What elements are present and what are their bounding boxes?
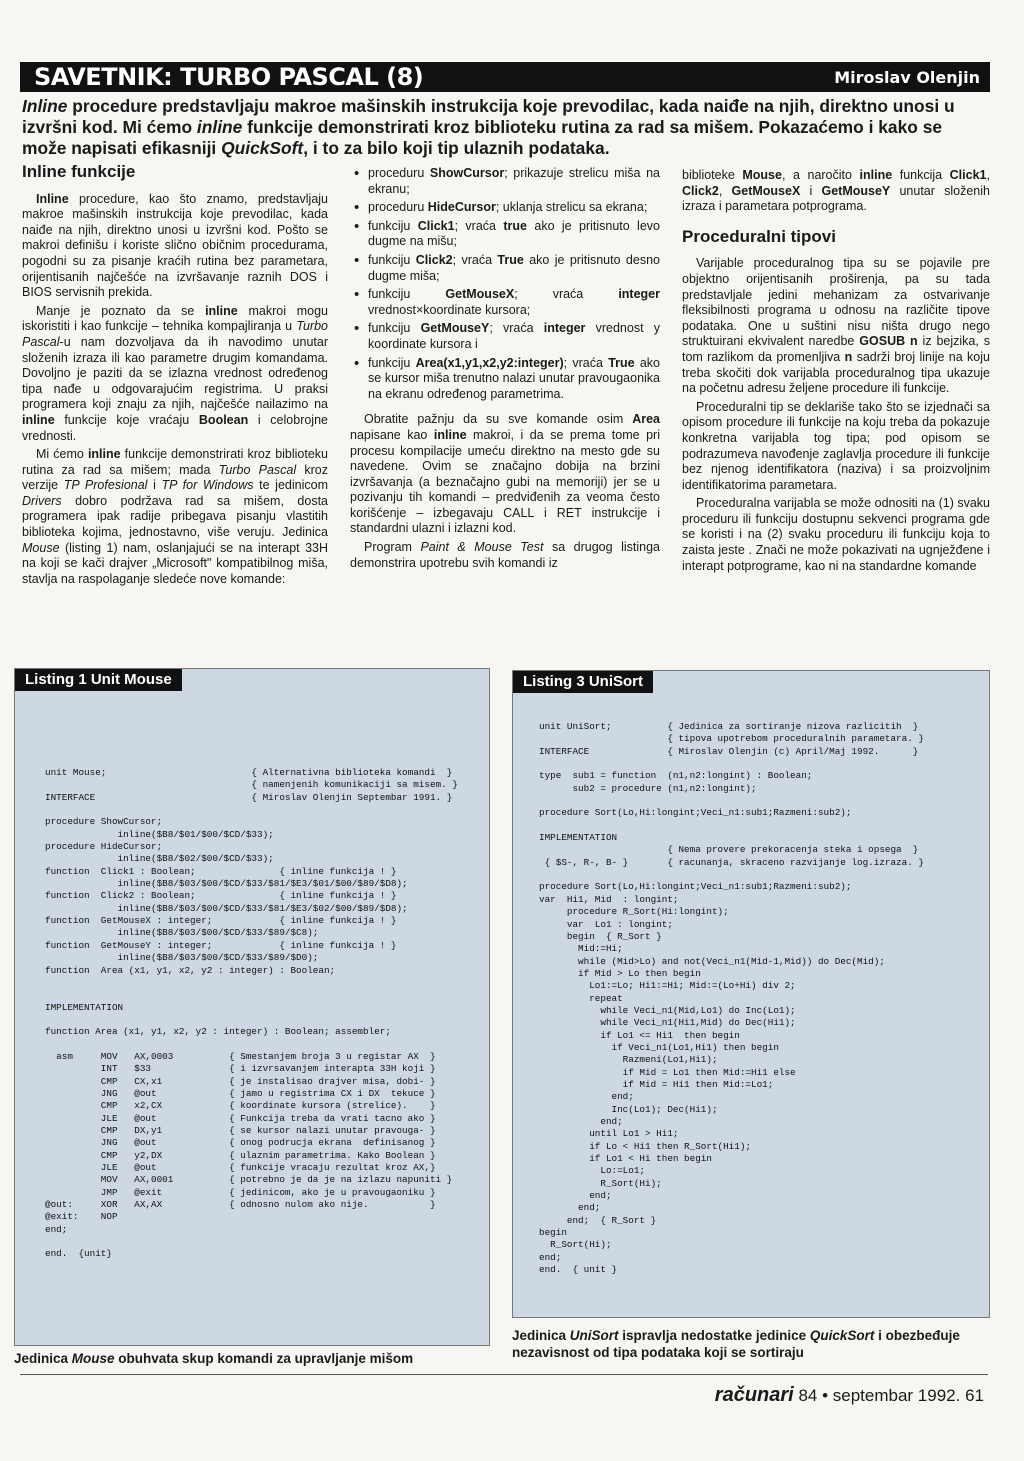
lead-text: funkcije demonstrirati kroz biblioteku rutina za rad sa mišem. Pokazaćemo i kako se može napisati efikasniji [22, 117, 943, 158]
text: , a naročito [781, 168, 860, 182]
bold-term: Boolean [198, 412, 249, 427]
italic-term: UniSort [569, 1328, 619, 1343]
bold-term: n [844, 349, 853, 364]
list-item [350, 253, 660, 284]
bold-term: inline [859, 168, 893, 182]
bold-term: HideCursor [427, 200, 496, 215]
article-lead [22, 96, 990, 159]
text: ako je pritisnuto levo dugme na mišu; [368, 218, 660, 249]
text: funkcije koje vraćaju [54, 412, 199, 427]
text: ; vraća [452, 252, 498, 267]
issue-number: 84 [793, 1386, 823, 1405]
lead-emphasis: inline [196, 117, 243, 137]
text: i celobrojne vrednosti. [22, 412, 328, 443]
text: makroi, i da se prema tome pri procesu kompilacije umeću direktno na mesto gde su navedene. Ovim se značajno dobija na brzini izvršavanja (a beznačajno gubi na memoriji) jer se u pozivanju tih komandi – predviđenih za veoma često korišćenje – izbegavaju CALL i RET instrukcije i standardni ulazni i izlazni kod. [350, 427, 660, 536]
listing-3-code: unit UniSort; { Jedinica za sortiranje nizova razlicitih } { tipova upotrebom proceduralnih parametara. } INTERFACE { Miroslav Olenjin (c) April/Maj 1992. } type sub1 = function (n1,n2:longint) : Boolean; sub2 = procedure (n1,n2:longint); procedure Sort(Lo,Hi:longint;Veci_n1:sub1;Razmeni:sub2); IMPLEMENTATION { Nema provere prekoracenja steka i opsega } { $S-, R-, B- } { racunanja, skraceno razvijanje log.izraza. } procedure Sort(Lo,Hi:longint;Veci_n1:sub1;Razmeni:sub2); var Hi1, Mid : longint; procedure R_Sort(Hi:longint); var Lo1 : longint; begin { R_Sort } Mid:=Hi; while (Mid>Lo) and not(Veci_n1(Mid-1,Mid)) do Dec(Mid); if Mid > Lo then begin Lo1:=Lo; Hi1:=Hi; Mid:=(Lo+Hi) div 2; repeat while Veci_n1(Mid,Lo1) do Inc(Lo1); while Veci_n1(Hi1,Mid) do Dec(Hi1); if Lo1 <= Hi1 then begin if Veci_n1(Lo1,Hi1) then begin Razmeni(Lo1,Hi1); if Mid = Lo1 then Mid:=Hi1 else if Mid = Hi1 then Mid:=Lo1; end; Inc(Lo1); Dec(Hi1); end; until Lo1 > Hi1; if Lo < Hi1 then R_Sort(Hi1); if Lo1 < Hi then begin Lo:=Lo1; R_Sort(Hi); end; end; end; { R_Sort } begin R_Sort(Hi); end; end. { unit } [539, 721, 924, 1276]
text: ; uklanja strelicu sa ekrana; [495, 200, 648, 215]
text: funkciju [368, 287, 446, 302]
listing-1-caption [14, 1350, 494, 1367]
italic-term: Turbo Pascal [22, 319, 328, 349]
list-item [350, 356, 660, 403]
text: dobro podržava rad sa mišem, dosta programera ipak radije pribegava pisanju vlastitih biblioteka kojima, jednostavno, više veruju. Jedinica [22, 493, 328, 540]
text: procedure, kao što znamo, predstavljaju makroe mašinskih instrukcija koje prevodilac, kada naiđe na njih, direktno unosi u izvršni kod. Pošto se makroi definišu i koriste slično običnim procedurama, pogodni su za pisanje kraćih rutina bez parametara, orijentisanih najčešće na izvršavanje raznih DOS i BIOS servisnih prekida. [22, 191, 328, 300]
bold-term: inline [205, 303, 238, 318]
text: , [718, 183, 732, 198]
bold-term: true [503, 218, 527, 233]
text: i [147, 478, 162, 493]
text: vrednost y koordinate kursora i [368, 321, 660, 351]
text: ; vraća [514, 287, 619, 302]
text: i obezbeđuje nezavisnost od tipa podataka koji se sortiraju [512, 1328, 960, 1360]
bold-term: Click1 [417, 218, 455, 233]
bold-term: Area(x1,y1,x2,y2:integer) [415, 355, 564, 370]
lead-text: , i to za bilo koji tip ulaznih podataka. [303, 138, 610, 158]
paragraph: Proceduralna varijabla se može odnositi na (1) svaku proceduru ili funkciju dostupnu sekvenci programa gde se koristi i na (2) svaku proceduru ili funkciju koja to zaista jeste . Znači ne može pokazivati na ugnježđene i interapt potprograme, kao ni na standardne komande [682, 496, 990, 573]
text: ; prikazuje strelicu miša na ekranu; [368, 166, 660, 196]
bold-term: Mouse [742, 168, 782, 182]
bold-term: inline [22, 412, 55, 427]
text: ; vraća [489, 321, 544, 336]
page-footer [715, 1384, 984, 1407]
paragraph [22, 192, 328, 301]
italic-term: Paint & Mouse Test [420, 540, 544, 555]
text: obuhvata skup komandi za upravljanje mišom [114, 1351, 414, 1366]
text: Program [364, 540, 421, 555]
listing-3-box [512, 670, 990, 1318]
text: (listing 1) nam, oslanjajući se na interapt 33H na koji se kači drajver „Microsoft" kompatibilnog miša, stavlja na raspolaganje sledeće nove komande: [22, 540, 328, 586]
footer-divider [20, 1374, 988, 1375]
bold-term: inline [87, 447, 121, 462]
lead-text: procedure predstavljaju makroe mašinskih instrukcija koje prevodilac, kada naiđe na njih, direktno unosi u izvršni kod. Mi ćemo [22, 96, 955, 137]
section-heading-proceduralni-tipovi: Proceduralni tipovi [682, 226, 836, 246]
list-item [350, 200, 660, 216]
bold-term: Click2 [415, 252, 453, 267]
list-item [350, 287, 660, 318]
issue-date-page: septembar 1992. 61 [828, 1386, 984, 1405]
bold-term: True [608, 355, 635, 370]
bullet: • [822, 1386, 829, 1405]
column-3 [682, 168, 990, 577]
text: funkcija [892, 168, 950, 182]
text: i [800, 183, 822, 198]
text: Jedinica [14, 1351, 72, 1366]
italic-term: Turbo Pascal [218, 462, 297, 477]
text: Varijable proceduralnog tipa su se pojavile pre objektno orijentisanih proširenja, pa su tada predstavljale jedini mehanizam za ostvarivanje fleksibilnosti programa u odnosu na različite tipove podataka. One u suštini nisu ništa drugo nego struktuirani ekvivalent naredbe [682, 256, 990, 349]
text: ako je pritisnuto desno dugme miša; [368, 252, 660, 283]
text: Obratite pažnju da su sve komande osim [364, 412, 633, 427]
paragraph [22, 447, 328, 587]
text: te jedinicom [253, 478, 328, 493]
bold-term: True [497, 252, 524, 267]
text: funkciju [368, 321, 421, 336]
lead-emphasis: QuickSoft [221, 138, 304, 158]
text: funkciju [368, 252, 416, 267]
text: -u nam dozvoljava da ih navodimo unutar složenih izraza ili kao parametre drugim komandama. Dovoljno je paziti da se izlazna vrednost određenog tipa nađe u odgovarajućim registrima. U praksi programera koji znaju za njih, najčešće nailazimo na [22, 334, 328, 412]
text: Mi ćemo [36, 447, 88, 462]
list-item [350, 219, 660, 250]
bold-term: GetMouseY [420, 321, 490, 336]
list-item [350, 321, 660, 352]
paragraph [682, 168, 990, 215]
bold-term: GOSUB n [859, 334, 918, 349]
bold-term: integer [543, 321, 586, 336]
bold-term: Click1 [949, 168, 987, 182]
bold-term: Area [632, 412, 660, 427]
text: Manje je poznato da se [36, 303, 206, 318]
paragraph: Proceduralni tip se deklariše tako što se izjednači sa opisom procedure ili funkcije na koju treba da pokazuje konkretna varijabla tog tipa; pod opisom se podrazumeva navođenje zaglavlja procedure ili funkcije bez njenog identifikatora (naziva) i sa proizvoljnim identifikatorima parametara. [682, 399, 990, 492]
list-item [350, 166, 660, 197]
text: sa drugog listinga demonstrira upotrebu svih komandi iz [350, 540, 660, 570]
text: funkciju [368, 355, 416, 370]
text: sadrži broj linije na koju treba skočiti dok varijabla proceduralnog tipa ukazuje na početnu adresu željene procedure ili funkcije. [682, 349, 990, 396]
text: unutar složenih izraza i parametara potprograma. [682, 183, 990, 214]
magazine-logo: računari [714, 1384, 794, 1406]
text: Jedinica [512, 1328, 570, 1343]
bold-term: inline [433, 427, 467, 442]
command-list [350, 166, 660, 402]
text: ako se kursor miša trenutno nalazi unutar pravougaonika na ekranu određenog parametrima. [368, 355, 660, 401]
italic-term: TP Profesional [63, 478, 148, 493]
article-header-bar [20, 62, 990, 92]
paragraph [22, 304, 328, 444]
listing-3-caption [512, 1327, 988, 1361]
italic-term: Mouse [71, 1351, 115, 1366]
bold-term: GetMouseY [821, 183, 891, 198]
text: , [986, 168, 990, 182]
text: kroz verzije [22, 462, 329, 493]
bold-term: integer [618, 287, 660, 302]
paragraph [350, 412, 660, 537]
text: napisane kao [350, 427, 434, 442]
listing-1-title: Listing 1 Unit Mouse [15, 669, 182, 691]
text: makroi mogu iskoristiti i kao funkcije – tehnika kompajliranja u [22, 303, 328, 334]
text: biblioteke [682, 168, 743, 182]
text: ispravlja nedostatke jedinice [618, 1328, 810, 1343]
lead-emphasis: Inline [22, 96, 68, 116]
bold-term: GetMouseX [731, 183, 801, 198]
text: funkcije demonstrirati kroz biblioteku rutina za rad sa mišem; mada [22, 447, 329, 477]
listing-1-code: unit Mouse; { Alternativna biblioteka komandi } { namenjenih komunikaciji sa misem. } INTERFACE { Miroslav Olenjin Septembar 1991. } procedure ShowCursor; inline($B8/$01/$00/$CD/$33); procedure HideCursor; inline($B8/$02/$00/$CD/$33); function Click1 : Boolean; { inline funkcija ! } inline($B8/$03/$00/$CD/$33/$81/$E3/$01/$00/$89/$D8); function Click2 : Boolean; { inline funkcija ! } inline($B8/$03/$00/$CD/$33/$81/$E3/$02/$00/$89/$D8); function GetMouseX : integer; { inline funkcija ! } inline($B8/$03/$00/$CD/$33/$89/$C8); function GetMouseY : integer; { inline funkcija ! } inline($B8/$03/$00/$CD/$33/$89/$D0); function Area (x1, y1, x2, y2 : integer) : Boolean; IMPLEMENTATION function Area (x1, y1, x2, y2 : integer) : Boolean; assembler; asm MOV AX,0003 { Smestanjem broja 3 u registar AX } INT $33 { i izvrsavanjem interapta 33H koji } CMP CX,x1 { je instalisao drajver misa, dobi- } JNG @out { jamo u registrima CX i DX tekuce } CMP x2,CX { koordinate kursora (strelice). } JLE @out { Funkcija treba da vrati tacno ako } CMP DX,y1 { se kursor nalazi unutar pravouga- } JNG @out { onog podrucja ekrana definisanog } CMP y2,DX { ulaznim parametrima. Kako Boolean } JLE @out { funkcije vracaju rezultat kroz AX,} MOV AX,0001 { potrebno je da je na izlazu napuniti } JMP @exit { jedinicom, ako je u pravougaoniku } @out: XOR AX,AX { odnosno nulom ako nije. } @exit: NOP end; end. {unit} [45, 767, 458, 1260]
paragraph [682, 256, 990, 396]
listing-3-title: Listing 3 UniSort [513, 671, 653, 693]
text: ; vraća [454, 218, 504, 233]
italic-term: Drivers [22, 493, 62, 508]
listing-1-box [14, 668, 490, 1346]
text: funkciju [368, 218, 418, 233]
text: proceduru [368, 200, 428, 215]
text: proceduru [368, 166, 430, 180]
column-1 [22, 164, 328, 590]
bold-term: GetMouseX [445, 287, 515, 302]
section-heading-inline-funkcije: Inline funkcije [22, 162, 136, 181]
column-2 [350, 166, 660, 574]
article-author: Miroslav Olenjin [834, 68, 980, 87]
text: vrednost×koordinate kursora; [368, 302, 531, 317]
text: ; vraća [563, 355, 609, 370]
bold-term: Click2 [682, 183, 719, 198]
italic-term: Mouse [22, 540, 60, 555]
bold-term: Inline [36, 191, 69, 206]
italic-term: QuickSort [809, 1328, 875, 1343]
bold-term: ShowCursor [429, 166, 505, 180]
italic-term: TP for Windows [161, 478, 254, 493]
text: iz bejzika, s tom razlikom da promenljiva [682, 334, 990, 364]
article-title: SAVETNIK: TURBO PASCAL (8) [34, 63, 424, 91]
paragraph [350, 540, 660, 571]
